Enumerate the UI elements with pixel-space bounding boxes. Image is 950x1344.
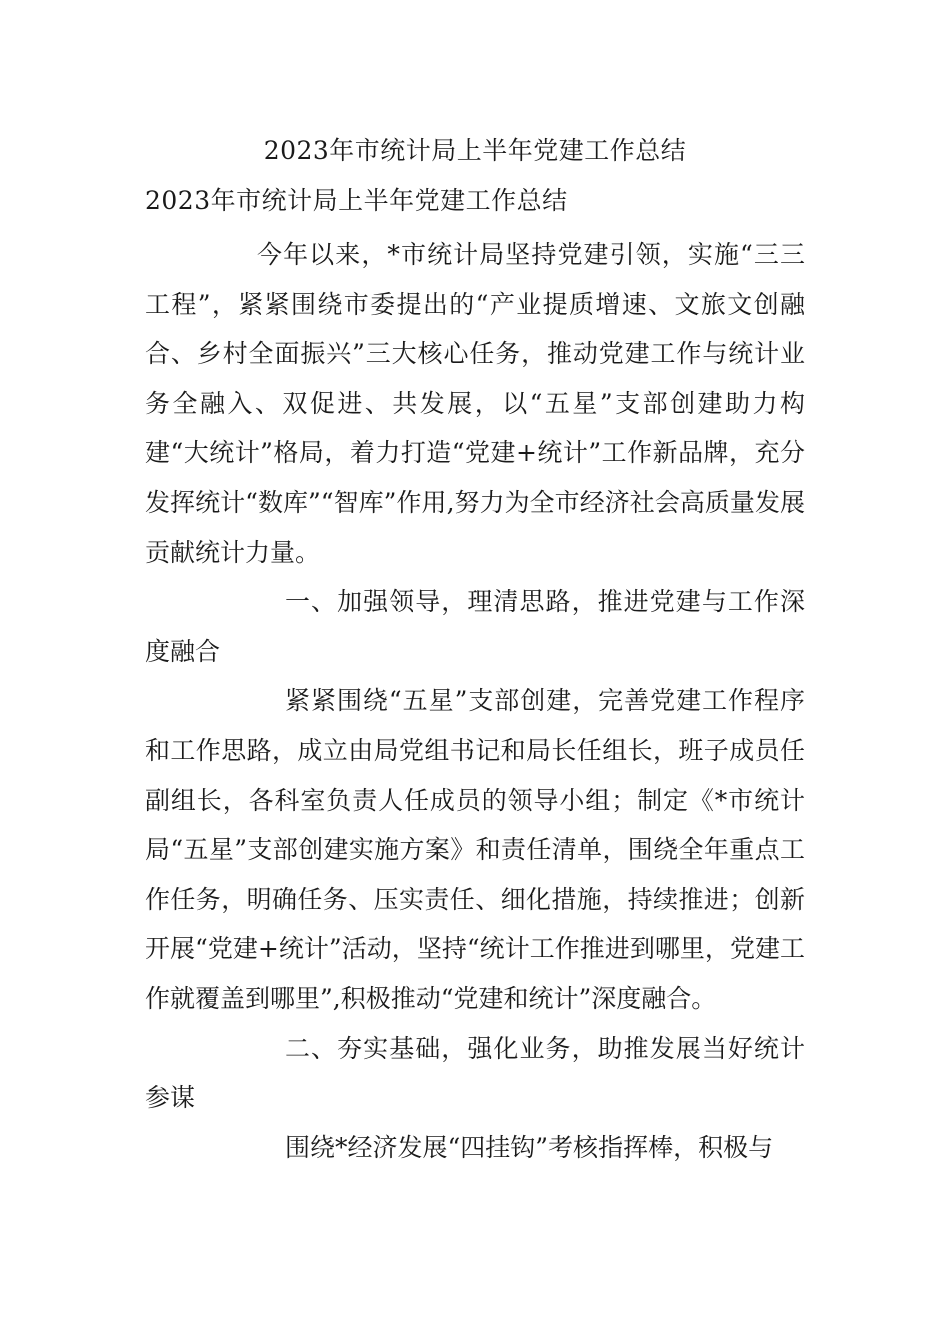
document-body [145,230,805,1172]
section-heading-2: 二、夯实基础，强化业务，助推发展当好统计参谋 [145,1033,805,1113]
section-1-paragraph: 紧紧围绕“五星”支部创建，完善党建工作程序和工作思路，成立由局党组书记和局长任组长，班子成员任副组长，各科室负责人任成员的领导小组；制定《*市统计局“五星”支部创建实施方案》和责任清单，围绕全年重点工作任务，明确任务、压实责任、细化措施，持续推进；创新开展“党建+统计”活动，坚持“统计工作推进到哪里，党建工作就覆盖到哪里”,积极推动“党建和统计”深度融合。 [145,686,805,1013]
document-subtitle: 2023年市统计局上半年党建工作总结 [145,186,568,215]
section-2-paragraph: 围绕*经济发展“四挂钩”考核指挥棒，积极与 [285,1132,774,1162]
intro-paragraph: 今年以来，*市统计局坚持党建引领，实施“三三工程”，紧紧围绕市委提出的“产业提质增速、文旅文创融合、乡村全面振兴”三大核心任务，推动党建工作与统计业务全融入、双促进、共发展，以“五星”支部创建助力构建“大统计”格局，着力打造“党建+统计”工作新品牌，充分发挥统计“数库”“智库”作用,努力为全市经济社会高质量发展贡献统计力量。 [145,240,805,567]
section-heading-1: 一、加强领导，理清思路，推进党建与工作深度融合 [145,587,805,666]
document-title: 2023年市统计局上半年党建工作总结 [263,136,687,165]
